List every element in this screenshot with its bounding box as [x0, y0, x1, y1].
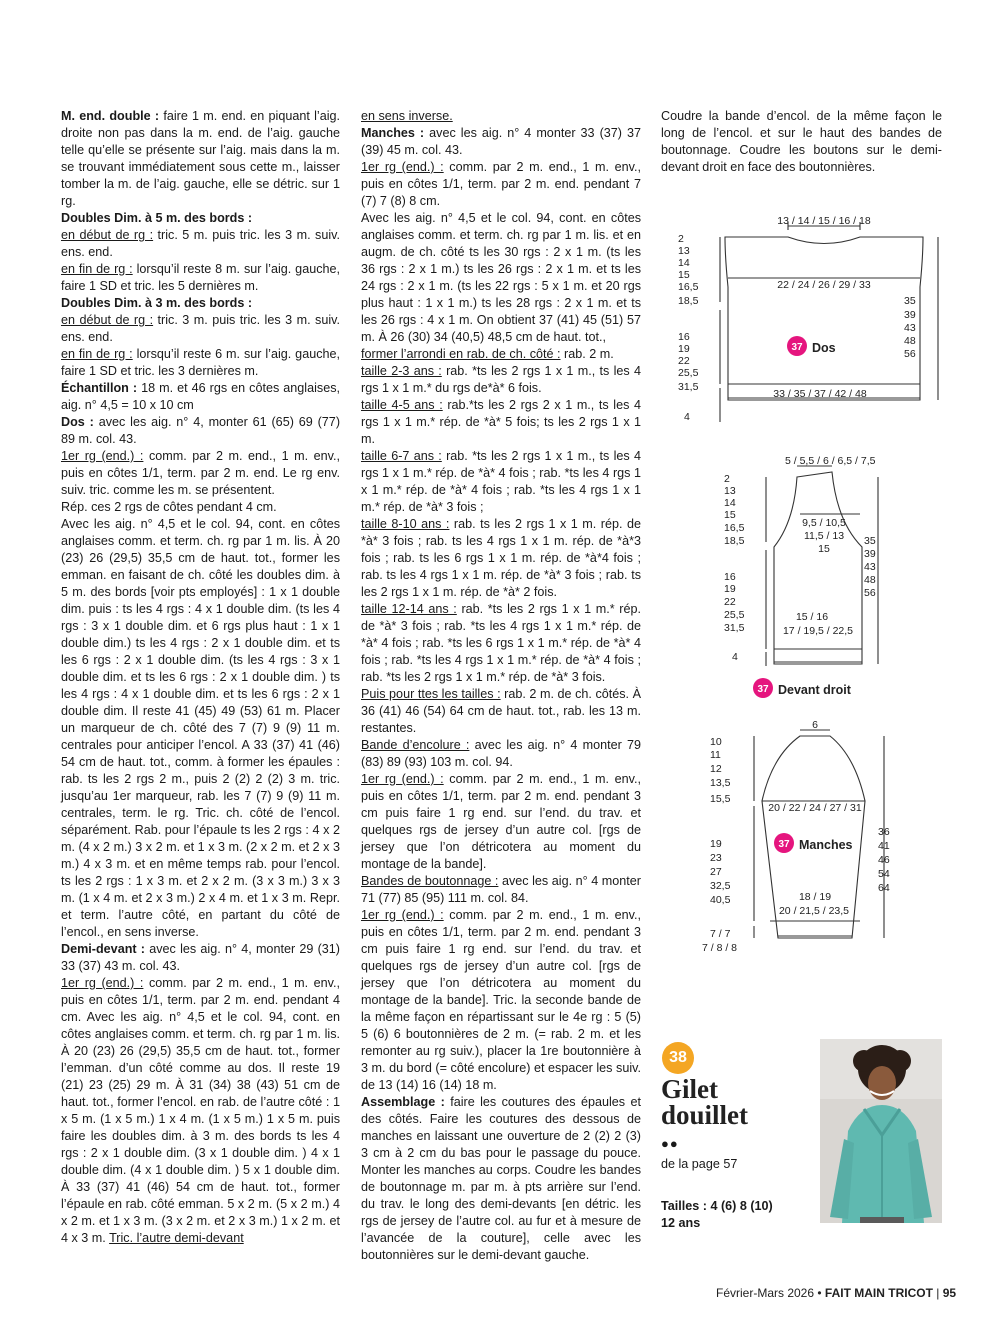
svg-text:19: 19 [710, 838, 722, 850]
dos-left-top [678, 233, 699, 307]
paragraph: 1er rg (end.) : comm. par 2 m. end., 1 m. env., puis en côtes 1/1, term. par 2 m. end. Le rg env. suiv. tric. comme les m. se présentent. [61, 449, 341, 497]
paragraph: Doubles Dim. à 5 m. des bords : [61, 211, 253, 225]
svg-text:12: 12 [710, 763, 722, 775]
paragraph: Manches : avec les aig. n° 4 monter 33 (37) 37 (39) 45 m. col. 43. [361, 126, 641, 157]
dos-top-label: 13 / 14 / 15 / 16 / 18 [777, 215, 871, 227]
paragraph: en sens inverse. [361, 109, 453, 123]
svg-text:48: 48 [904, 335, 916, 347]
svg-text:7 / 8 / 8: 7 / 8 / 8 [702, 942, 738, 954]
svg-text:56: 56 [864, 587, 876, 599]
sizes: Tailles : 4 (6) 8 (10) 12 ans [661, 1199, 773, 1230]
manches-rib [702, 928, 737, 954]
svg-text:14: 14 [678, 257, 690, 269]
paragraph: taille 6-7 ans : rab. *ts les 2 rgs 1 x 1 m., ts les 4 rgs 1 x 1 m.* rép. de *à* 4 fois ; rab. *ts les 4 rgs 1 x 1 m.* rép. de *à* 4 fois ; rab. *ts les 4 rgs 1 x 1 m.* rép. de *à* 3 fois ; [361, 449, 641, 514]
paragraph: en fin de rg : lorsqu’il reste 8 m. sur l’aig. gauche, faire 1 SD et tric. les 5 dernières m. [61, 262, 341, 293]
paragraph: taille 8-10 ans : rab. ts les 2 rgs 1 x 1 m. rép. de *à* 3 fois ; rab. ts les 4 rgs 1 x 1 m. rép. de *à*3 fois ; rab. ts les 6 rgs 1 x 1 m. rép. de *à*4 fois ; rab. ts les 4 rgs 1 x 1 m. rép. de *à* 3 fois ; rab. ts les 2 rgs 1 x 1 m. rép. de *à* 2 fois. [361, 517, 641, 599]
child-photo [820, 1039, 942, 1223]
svg-text:16,5: 16,5 [678, 281, 699, 293]
svg-text:40,5: 40,5 [710, 894, 731, 906]
svg-text:15: 15 [724, 509, 736, 521]
manches-mid-label: 20 / 22 / 24 / 27 / 31 [768, 802, 862, 814]
paragraph: Dos : avec les aig. n° 4, monter 61 (65) 69 (77) 89 m. col. 43. [61, 415, 341, 446]
difficulty-dots: ●● [661, 1136, 679, 1151]
svg-text:41: 41 [878, 840, 890, 852]
svg-text:15 / 16: 15 / 16 [795, 611, 829, 623]
page-number: 95 [942, 1286, 957, 1300]
svg-text:11,5 / 13: 11,5 / 13 [803, 530, 845, 542]
svg-text:25,5: 25,5 [678, 367, 699, 379]
devant-top-label: 5 / 5,5 / 6 / 6,5 / 7,5 [785, 455, 876, 467]
dos-mid-label: 22 / 24 / 26 / 29 / 33 [777, 279, 871, 291]
dos-name: Dos [812, 341, 836, 355]
paragraph: Doubles Dim. à 3 m. des bords : [61, 296, 253, 310]
svg-text:32,5: 32,5 [710, 880, 731, 892]
paragraph: former l’arrondi en rab. de ch. côté : rab. 2 m. [361, 347, 614, 361]
svg-text:46: 46 [878, 854, 890, 866]
manches-left-bottom [710, 838, 731, 906]
devant-left-bottom [724, 571, 745, 634]
svg-text:31,5: 31,5 [678, 381, 699, 393]
svg-text:20 / 21,5 / 23,5: 20 / 21,5 / 23,5 [778, 905, 850, 917]
svg-text:37: 37 [791, 342, 803, 353]
dos-right [904, 295, 916, 360]
paragraph: taille 12-14 ans : rab. *ts les 2 rgs 1 x 1 m.* rép. de *à* 3 fois ; rab. *ts les 4 rgs 1 x 1 m.* rép. de *à* 4 fois ; rab. *ts les 6 rgs 1 x 1 m.* rép. de *à* 4 fois ; rab. *ts les 4 rgs 1 x 1 m.* rép. de *à* 4 fois ; rab. *ts les 2 rgs 1 x 1 m.* rép. de *à* 3 fois. [361, 602, 641, 684]
svg-text:54: 54 [878, 868, 890, 880]
dos-diagram [670, 212, 960, 442]
devant-left-top [724, 473, 745, 547]
manches-top-label: 6 [812, 719, 818, 731]
svg-text:37: 37 [778, 839, 790, 850]
column-2 [361, 108, 641, 1264]
paragraph: Demi-devant : avec les aig. n° 4, monter 29 (31) 33 (37) 43 m. col. 43. [61, 942, 341, 973]
svg-text:19: 19 [724, 583, 736, 595]
paragraph: 1er rg (end.) : comm. par 2 m. end., 1 m. env., puis en côtes 1/1, term. par 2 m. end. pendant 7 (7) 7 (8) 8 cm. [361, 160, 642, 208]
svg-text:35: 35 [904, 295, 916, 307]
svg-text:18,5: 18,5 [678, 295, 699, 307]
paragraph: Assemblage : faire les coutures des épaules et des côtés. Faire les coutures des dessous de manches en laissant une ouverture de 2 (2) 2 (3) 3 cm à 2 cm du bas pour le passage du pouce. Monter les manches au corps. Coudre les bandes de boutonnage m. par m. à pts arrière sur l’end. du trav. le long des demi-devants [en détric. les rgs de jersey de l’autre col. au fur et à mesure de l’avancée de la couture], celle avec les boutonnières sur le demi-devant gauche. [361, 1095, 641, 1262]
svg-text:17 / 19,5 / 22,5: 17 / 19,5 / 22,5 [782, 625, 854, 637]
svg-text:7 / 7: 7 / 7 [710, 928, 731, 940]
svg-text:23: 23 [710, 852, 722, 864]
column-1 [61, 108, 340, 1247]
devant-neck [802, 517, 846, 555]
page-footer: Février-Mars 2026 • FAIT MAIN TRICOT | 95 [716, 1286, 957, 1300]
svg-text:43: 43 [864, 561, 876, 573]
svg-text:11: 11 [710, 749, 721, 761]
svg-text:13: 13 [678, 245, 690, 257]
paragraph: M. end. double : faire 1 m. end. en piquant l’aig. droite non pas dans la m. end. de l’aig. gauche telle qu’elle se présente sur l’aig. mais dans la m. se trouvant immédiatement sous cette m., laisser tomber la m. de l’aig. gauche, elle se détric. sur 1 rg. [61, 109, 340, 208]
svg-text:37: 37 [757, 684, 769, 695]
dos-rib: 4 [684, 411, 690, 423]
svg-text:2: 2 [724, 473, 730, 485]
paragraph: 1er rg (end.) : comm. par 2 m. end., 1 m. env., puis en côtes 1/1, term. par 2 m. end. pendant 3 cm puis faire 1 rg end. sur l’end. du trav. et quelques rgs de jersey d’un autre col. [rgs de jersey que l’on détricotera au moment du montage de la bande]. [361, 772, 642, 871]
manches-left-top [710, 736, 731, 805]
svg-text:19: 19 [678, 343, 690, 355]
svg-text:22: 22 [724, 596, 736, 608]
svg-text:14: 14 [724, 497, 736, 509]
svg-text:39: 39 [904, 309, 916, 321]
paragraph: Bande d’encolure : avec les aig. n° 4 monter 79 (83) 89 (93) 103 m. col. 94. [361, 738, 641, 769]
svg-text:43: 43 [904, 322, 916, 334]
svg-text:35: 35 [864, 535, 876, 547]
paragraph: taille 4-5 ans : rab.*ts les 2 rgs 2 x 1 m., ts les 4 rgs 1 x 1 m.* rép. de *à* 5 fois; ts les 2 rgs 1 x 1 m. [361, 398, 641, 446]
paragraph: taille 2-3 ans : rab. *ts les 2 rgs 1 x 1 m., ts les 4 rgs 1 x 1 m.* du rgs de*à* 6 fois. [361, 364, 641, 395]
svg-text:15: 15 [818, 543, 830, 555]
manches-diagram [700, 716, 950, 966]
paragraph: en début de rg : tric. 5 m. puis tric. les 3 m. suiv. ens. end. [61, 228, 340, 259]
svg-text:48: 48 [864, 574, 876, 586]
svg-text:15: 15 [678, 269, 690, 281]
devant-bottom [783, 611, 853, 637]
dos-left-bottom [678, 331, 699, 393]
dos-bottom-label: 33 / 35 / 37 / 42 / 48 [773, 388, 867, 400]
paragraph: Coudre la bande d’encol. de la même façon le long de l’encol. et sur le haut des bandes de boutonnage. Coudre les boutons sur le demi-devant droit en face des boutonnières. [661, 109, 942, 174]
svg-text:9,5 / 10,5: 9,5 / 10,5 [802, 517, 846, 529]
devant-rib: 4 [732, 651, 738, 663]
svg-text:39: 39 [864, 548, 876, 560]
manches-right [878, 826, 890, 894]
dos-outline [725, 237, 923, 400]
pattern-number-badge: 38 [662, 1042, 694, 1074]
svg-text:16: 16 [724, 571, 736, 583]
svg-text:13: 13 [724, 485, 736, 497]
svg-text:64: 64 [878, 882, 890, 894]
paragraph: 1er rg (end.) : comm. par 2 m. end., 1 m. env., puis en côtes 1/1, term. par 2 m. end. pendant 3 cm puis faire 1 rg end. sur l’end. du trav. et quelques rgs de jersey d’un autre col. [rgs de jersey que l’on détricotera au moment du montage de la bande]. Tric. la seconde bande de la même façon en répartissant sur le 4e rg : 5 (5) 5 (6) 6 boutonnières de 2 m. (= rab. 2 m. et les remonter au rg suiv.), placer la 1re boutonnière à 3 m. du bord (= côté encolure) et espacer les suiv. de 13 (14) 16 (14) 18 m. [361, 908, 642, 1092]
svg-text:13,5: 13,5 [710, 777, 731, 789]
devant-diagram [720, 452, 950, 702]
paragraph: en début de rg : tric. 3 m. puis tric. les 3 m. suiv. ens. end. [61, 313, 340, 344]
devant-name: Devant droit [778, 683, 851, 697]
svg-text:36: 36 [878, 826, 890, 838]
manches-name: Manches [799, 838, 853, 852]
paragraph: Rép. ces 2 rgs de côtes pendant 4 cm. [61, 500, 277, 514]
svg-text:25,5: 25,5 [724, 609, 745, 621]
paragraph: Avec les aig. n° 4,5 et le col. 94, cont. en côtes anglaises comm. et term. ch. rg par 1 m. lis. À 20 (23) 26 (29,5) 35,5 cm de haut. tot., former les emman. en faisant de ch. côté les doubles dim. à 5 m. des bords [voir pts employés] : 1 x 1 double dim. puis : ts les 4 rgs : 4 x 1 double dim. (ts les 4 rgs : 3 x 1 double dim. et 6 rgs plus haut : 1 x 1 double dim.) ts les 4 rgs : 2 x 1 double dim. et ts les 6 rgs : 2 x 1 double dim. (ts les 4 rgs : 3 x 1 double dim. et ts les 6 rgs : 2 x 1 double dim. ) ts les 4 rgs : 4 x 1 double dim. et ts les 6 rgs : 2 x 1 double dim. Il reste 41 (45) 49 (53) 61 m. Placer un marqueur de ch. côté des 7 (7) 9 (9) 11 m. centrales pour anticiper l’encol. A 33 (37) 41 (46) 54 cm de haut. tot., comm. à former les épaules : rab. ts les 2 rgs 2 m., puis 2 (2) 2 (2) 3 m. tric. jusqu’au 1er marqueur, rab. les 7 (7) 9 (9) 11 m. centrales, term. le rg. Tric. ch. côté de l’encol. séparément. Rab. pour l’épaule ts les 2 rgs : 4 x 2 m. (4 x 2 m.) 3 x 2 m. et 1 x 3 m. (2 x 2 m. et 2 x 3 m.) 4 x 3 m. et en même temps rab. pour l’encol. ts les 2 rgs : 1 x 3 m. et 2 x 2 m. (3 x 3 m.) 3 x 3 m. (1 x 4 m. et 2 x 3 m.) 2 x 4 m. et 1 x 3 m. Repr. et term. l’autre côté, en partant du côté de l’encol., en sens inverse. [61, 517, 340, 939]
paragraph: 1er rg (end.) : comm. par 2 m. end., 1 m. env., puis en côtes 1/1, term. par 2 m. end. pendant 4 cm. Avec les aig. n° 4,5 et le col. 94, cont. en côtes anglaises comm. et term. ch. rg par 1 m. lis. À 20 (23) 26 (29,5) 35,5 cm de haut. tot., former l’emman. d’un côté comme au dos. Il reste 19 (21) 23 (25) 29 m. À 31 (34) 38 (43) 51 cm de haut. tot., former l’encol. en rab. de l’autre côté : 1 x 5 m. (1 x 5 m.) 1 x 4 m. (1 x 5 m.) 1 x 5 m. puis faire les doubles dim. à 3 m. des bords ts les 4 rgs : 2 x 1 double dim. (3 x 1 double dim. ) 4 x 1 double dim. (4 x 1 double dim. ) 5 x 1 double dim. À 33 (37) 41 (46) 54 cm de haut. tot., former l’épaule en rab. côté emman. 5 x 2 m. (5 x 2 m.) 4 x 2 m. et 1 x 3 m. (3 x 2 m. et 2 x 3 m.) 1 x 2 m. et 4 x 3 m. Tric. l’autre demi-devant [61, 976, 341, 1245]
svg-text:10: 10 [710, 736, 722, 748]
svg-text:16: 16 [678, 331, 690, 343]
svg-text:15,5: 15,5 [710, 793, 731, 805]
svg-text:27: 27 [710, 866, 722, 878]
paragraph: en fin de rg : lorsqu’il reste 6 m. sur l’aig. gauche, faire 1 SD et tric. les 3 dernières m. [61, 347, 341, 378]
page-reference: de la page 57 [661, 1157, 738, 1171]
paragraph: Avec les aig. n° 4,5 et le col. 94, cont. en côtes anglaises comm. et term. ch. rg par 1 m. lis. et en augm. de ch. côté ts les 30 rgs : 2 x 1 m. (ts les 36 rgs : 2 x 1 m.) ts les 26 rgs : 2 x 1 m. et ts les 24 rgs : 2 x 1 m. (ts les 22 rgs : 5 x 1 m. et 20 rgs plus haut : 1 x 1 m.) ts les 28 rgs : 2 x 1 m. et ts les 26 rgs : 4 x 1 m. On obtient 37 (41) 45 (51) 57 m. À 26 (30) 34 (40,5) 48,5 cm de haut. tot., [361, 211, 641, 344]
svg-text:18 / 19: 18 / 19 [798, 891, 832, 903]
svg-text:16,5: 16,5 [724, 522, 745, 534]
svg-text:2: 2 [678, 233, 684, 245]
svg-text:31,5: 31,5 [724, 622, 745, 634]
manches-bottom [779, 891, 849, 917]
svg-text:56: 56 [904, 348, 916, 360]
paragraph: Puis pour ttes les tailles : rab. 2 m. de ch. côtés. À 36 (41) 46 (54) 64 cm de haut. tot., rab. les 13 m. restantes. [361, 687, 641, 735]
column-3 [661, 108, 942, 176]
devant-right [864, 535, 876, 599]
svg-text:18,5: 18,5 [724, 535, 745, 547]
paragraph: Bandes de boutonnage : avec les aig. n° 4 monter 71 (77) 85 (95) 111 m. col. 84. [361, 874, 641, 905]
svg-text:22: 22 [678, 355, 690, 367]
paragraph: Échantillon : 18 m. et 46 rgs en côtes anglaises, aig. n° 4,5 = 10 x 10 cm [61, 381, 340, 412]
pattern-title: Gilet douillet [661, 1074, 749, 1130]
